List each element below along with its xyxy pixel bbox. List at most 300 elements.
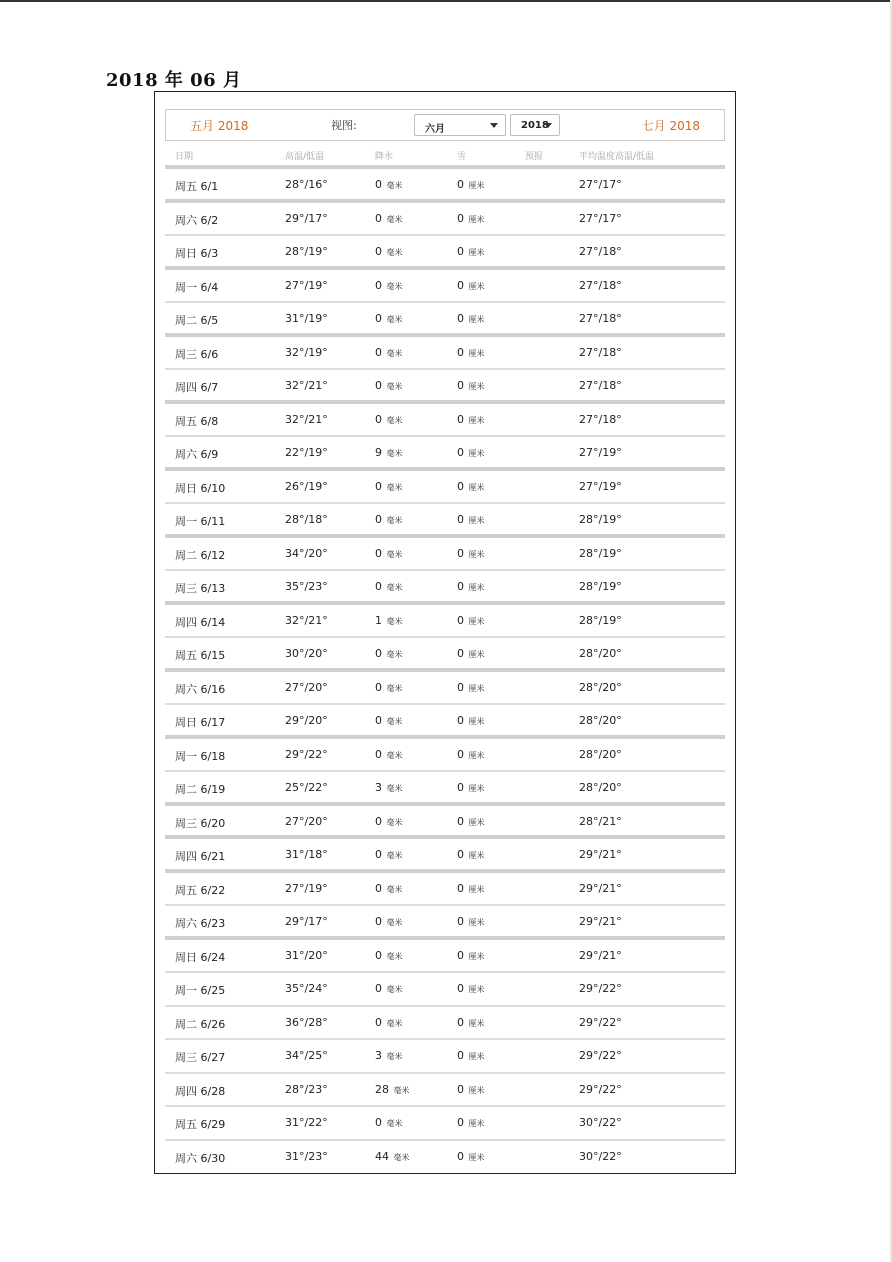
precipitation-cell [375, 681, 403, 694]
precipitation-cell [375, 312, 403, 325]
table-row [165, 303, 725, 337]
precipitation-cell-value: 1 [375, 613, 382, 627]
average-cell-value: 27°/18° [579, 412, 622, 426]
high-low-cell-value: 35°/23° [285, 580, 328, 593]
snow-cell [457, 982, 485, 995]
high-low-cell [285, 748, 328, 761]
date-cell-value: 周二 6/5 [175, 314, 219, 327]
daily-weather-list [165, 169, 725, 1174]
table-row [165, 940, 725, 974]
snow-cell-value: 0 [457, 1015, 464, 1029]
average-cell [579, 446, 622, 459]
precipitation-cell-value: 28 [375, 1082, 389, 1096]
average-cell [579, 1083, 622, 1096]
snow-cell-unit: 厘米 [468, 449, 485, 458]
high-low-cell-value: 28°/19° [285, 245, 328, 258]
average-cell-value: 28°/19° [579, 546, 622, 560]
precipitation-cell-unit: 毫米 [386, 516, 403, 525]
precipitation-cell-value: 0 [375, 479, 382, 493]
snow-cell [457, 312, 485, 325]
high-low-cell-value: 31°/19° [285, 312, 328, 325]
high-low-cell [285, 815, 328, 828]
precipitation-cell-value: 0 [375, 680, 382, 694]
snow-cell-value: 0 [457, 345, 464, 359]
snow-cell-value: 0 [457, 211, 464, 225]
high-low-cell [285, 982, 328, 995]
month-select[interactable] [414, 114, 506, 136]
snow-cell [457, 178, 485, 191]
precipitation-cell-value: 0 [375, 814, 382, 828]
precipitation-cell [375, 1116, 403, 1129]
average-cell-value: 29°/21° [579, 948, 622, 962]
precipitation-cell-unit: 毫米 [386, 583, 403, 592]
snow-cell-unit: 厘米 [468, 1018, 485, 1028]
high-low-cell-value: 32°/19° [285, 345, 328, 359]
average-cell [579, 848, 622, 861]
precipitation-cell-value: 0 [375, 245, 382, 258]
snow-cell [457, 1116, 485, 1129]
average-cell [579, 480, 622, 493]
date-cell-value: 周一 6/11 [175, 515, 226, 528]
snow-cell-value: 0 [457, 312, 464, 325]
date-cell [175, 949, 225, 965]
snow-cell-unit: 厘米 [468, 985, 485, 994]
snow-cell-value: 0 [457, 915, 464, 928]
average-cell [579, 982, 622, 995]
precipitation-cell-unit: 毫米 [386, 248, 403, 257]
column-header-precipitation: 降水 [375, 152, 394, 162]
precipitation-cell-unit: 毫米 [386, 281, 403, 291]
table-row [165, 370, 725, 404]
precipitation-cell [375, 279, 403, 292]
precipitation-cell-value: 3 [375, 781, 382, 794]
snow-cell [457, 379, 485, 392]
high-low-cell-value: 34°/20° [285, 546, 328, 560]
average-cell [579, 346, 622, 359]
snow-cell [457, 714, 485, 727]
precipitation-cell-unit: 毫米 [386, 1018, 403, 1028]
date-cell [175, 848, 225, 864]
table-row [165, 739, 725, 773]
weather-calendar-frame [154, 91, 736, 1174]
table-row [165, 839, 725, 873]
average-cell-value: 27°/17° [579, 178, 622, 191]
average-cell-value: 28°/20° [579, 781, 622, 794]
table-row [165, 672, 725, 706]
precipitation-cell-unit: 毫米 [386, 918, 403, 927]
date-cell-value: 周一 6/4 [175, 280, 219, 294]
high-low-cell [285, 379, 328, 392]
table-row [165, 873, 725, 907]
precipitation-cell [375, 915, 403, 928]
average-cell [579, 1150, 622, 1163]
view-label: 视图: [331, 119, 357, 132]
snow-cell [457, 915, 485, 928]
high-low-cell-value: 28°/16° [285, 178, 328, 191]
precipitation-cell-value: 9 [375, 446, 382, 459]
precipitation-cell [375, 413, 403, 426]
snow-cell-unit: 厘米 [468, 315, 485, 324]
precipitation-cell [375, 614, 403, 627]
date-cell [175, 212, 218, 228]
snow-cell-value: 0 [457, 948, 464, 962]
average-cell [579, 547, 622, 560]
high-low-cell [285, 513, 328, 526]
average-cell-value: 30°/22° [579, 1149, 622, 1163]
average-cell [579, 781, 622, 794]
average-cell-value: 28°/20° [579, 647, 622, 660]
date-cell-value: 周六 6/30 [175, 1151, 226, 1165]
precipitation-cell [375, 848, 403, 861]
snow-cell-unit: 厘米 [468, 348, 485, 358]
table-row [165, 504, 725, 538]
high-low-cell [285, 681, 328, 694]
average-cell-value: 27°/19° [579, 446, 622, 459]
precipitation-cell [375, 714, 403, 727]
table-header [165, 147, 725, 165]
table-row [165, 638, 725, 672]
precipitation-cell-value: 3 [375, 1049, 382, 1062]
precipitation-cell-unit: 毫米 [386, 985, 403, 994]
high-low-cell-value: 36°/28° [285, 1015, 328, 1029]
column-header-date: 日期 [175, 152, 194, 162]
column-header-forecast: 预报 [525, 152, 544, 162]
date-cell [175, 1083, 225, 1099]
high-low-cell-value: 27°/20° [285, 814, 328, 828]
average-cell-value: 28°/19° [579, 580, 622, 593]
snow-cell-value: 0 [457, 379, 464, 392]
snow-cell [457, 1150, 485, 1163]
precipitation-cell [375, 580, 403, 593]
date-cell-value: 周二 6/19 [175, 783, 226, 796]
average-cell-value: 29°/22° [579, 1082, 622, 1096]
average-cell [579, 882, 622, 895]
high-low-cell [285, 915, 328, 928]
average-cell [579, 647, 622, 660]
snow-cell-unit: 厘米 [468, 884, 485, 894]
precipitation-cell-value: 0 [375, 312, 382, 325]
high-low-cell-value: 22°/19° [285, 446, 328, 459]
snow-cell-value: 0 [457, 1082, 464, 1096]
snow-cell-value: 0 [457, 781, 464, 794]
snow-cell-value: 0 [457, 546, 464, 560]
average-cell-value: 28°/20° [579, 747, 622, 761]
table-row [165, 973, 725, 1007]
date-cell-value: 周四 6/21 [175, 850, 226, 863]
average-cell-value: 28°/21° [579, 814, 622, 828]
chevron-down-icon [544, 123, 552, 128]
precipitation-cell [375, 547, 403, 560]
precipitation-cell [375, 815, 403, 828]
precipitation-cell-unit: 毫米 [386, 784, 403, 793]
precipitation-cell-unit: 毫米 [386, 817, 403, 827]
date-cell-value: 周六 6/9 [175, 448, 219, 461]
snow-cell-value: 0 [457, 613, 464, 627]
snow-cell-value: 0 [457, 848, 464, 861]
date-cell [175, 346, 218, 362]
date-cell [175, 178, 218, 194]
snow-cell-value: 0 [457, 278, 464, 292]
snow-cell-unit: 厘米 [468, 1119, 485, 1128]
snow-cell-unit: 厘米 [468, 248, 485, 257]
snow-cell-unit: 厘米 [468, 382, 485, 391]
previous-month-link[interactable]: 五月 2018 [190, 119, 249, 133]
snow-cell [457, 547, 485, 560]
precipitation-cell-unit: 毫米 [386, 717, 403, 726]
average-cell-value: 27°/19° [579, 479, 622, 493]
precipitation-cell-unit: 毫米 [386, 616, 403, 626]
precipitation-cell-value: 0 [375, 915, 382, 928]
table-row [165, 1040, 725, 1074]
date-cell-value: 周一 6/25 [175, 984, 226, 997]
snow-cell-value: 0 [457, 881, 464, 895]
snow-cell [457, 647, 485, 660]
table-row [165, 404, 725, 438]
table-row [165, 1007, 725, 1041]
precipitation-cell-value: 0 [375, 580, 382, 593]
snow-cell [457, 781, 485, 794]
table-row [165, 571, 725, 605]
average-cell [579, 681, 622, 694]
high-low-cell-value: 29°/17° [285, 211, 328, 225]
date-cell-value: 周三 6/20 [175, 816, 226, 830]
average-cell [579, 1116, 622, 1129]
date-cell-value: 周五 6/15 [175, 649, 226, 662]
high-low-cell [285, 245, 328, 258]
average-cell-value: 28°/20° [579, 680, 622, 694]
snow-cell [457, 848, 485, 861]
precipitation-cell [375, 1049, 403, 1062]
date-cell [175, 513, 225, 529]
high-low-cell-value: 27°/19° [285, 278, 328, 292]
precipitation-cell-value: 0 [375, 848, 382, 861]
date-cell [175, 413, 218, 429]
date-cell [175, 379, 218, 395]
snow-cell-value: 0 [457, 580, 464, 593]
date-cell [175, 647, 225, 663]
table-row [165, 906, 725, 940]
date-cell [175, 748, 225, 764]
snow-cell [457, 815, 485, 828]
month-select-value: 六月 [425, 124, 445, 135]
average-cell [579, 1016, 622, 1029]
date-cell [175, 982, 225, 998]
month-navigation-bar [165, 109, 725, 141]
average-cell [579, 212, 622, 225]
snow-cell [457, 882, 485, 895]
average-cell-value: 27°/18° [579, 245, 622, 258]
precipitation-cell-value: 0 [375, 647, 382, 660]
average-cell [579, 614, 622, 627]
high-low-cell-value: 27°/19° [285, 881, 328, 895]
date-cell [175, 580, 225, 596]
snow-cell [457, 681, 485, 694]
snow-cell-value: 0 [457, 1149, 464, 1163]
table-row [165, 806, 725, 840]
high-low-cell-value: 29°/22° [285, 747, 328, 761]
precipitation-cell-unit: 毫米 [386, 549, 403, 559]
average-cell-value: 27°/18° [579, 345, 622, 359]
year-select-value: 2018 [521, 120, 549, 131]
snow-cell-unit: 厘米 [468, 482, 485, 492]
high-low-cell [285, 413, 328, 426]
average-cell [579, 379, 622, 392]
date-cell [175, 815, 225, 831]
snow-cell-value: 0 [457, 714, 464, 727]
date-cell [175, 1049, 225, 1065]
high-low-cell [285, 1083, 328, 1096]
precipitation-cell-value: 0 [375, 178, 382, 191]
table-row [165, 236, 725, 270]
date-cell-value: 周三 6/27 [175, 1051, 226, 1064]
average-cell [579, 748, 622, 761]
average-cell-value: 28°/20° [579, 714, 622, 727]
snow-cell-value: 0 [457, 479, 464, 493]
column-header-average: 平均温度高温/低温 [579, 152, 655, 162]
next-month-link[interactable]: 七月 2018 [641, 119, 700, 133]
year-select[interactable] [510, 114, 560, 136]
date-cell-value: 周四 6/28 [175, 1084, 226, 1098]
average-cell-value: 29°/22° [579, 982, 622, 995]
average-cell-value: 29°/22° [579, 1049, 622, 1062]
snow-cell [457, 1083, 485, 1096]
date-cell-value: 周五 6/1 [175, 180, 219, 193]
date-cell [175, 279, 218, 295]
precipitation-cell-unit: 毫米 [386, 1119, 403, 1128]
precipitation-cell-unit: 毫米 [386, 415, 403, 425]
table-row [165, 437, 725, 471]
snow-cell-unit: 厘米 [468, 1152, 485, 1162]
date-cell-value: 周一 6/18 [175, 749, 226, 763]
date-cell [175, 614, 225, 630]
high-low-cell-value: 34°/25° [285, 1049, 328, 1062]
high-low-cell-value: 32°/21° [285, 379, 328, 392]
date-cell [175, 446, 218, 462]
snow-cell-unit: 厘米 [468, 817, 485, 827]
date-cell [175, 882, 225, 898]
precipitation-cell-value: 0 [375, 412, 382, 426]
date-cell-value: 周四 6/14 [175, 615, 226, 629]
column-header-snow: 雪 [457, 152, 467, 162]
snow-cell-unit: 厘米 [468, 1052, 485, 1061]
precipitation-cell [375, 748, 403, 761]
date-cell-value: 周三 6/13 [175, 582, 226, 595]
snow-cell-unit: 厘米 [468, 918, 485, 927]
precipitation-cell-unit: 毫米 [386, 214, 403, 224]
precipitation-cell [375, 346, 403, 359]
average-cell-value: 29°/22° [579, 1015, 622, 1029]
high-low-cell [285, 1116, 328, 1129]
average-cell [579, 949, 622, 962]
snow-cell-unit: 厘米 [468, 415, 485, 425]
snow-cell [457, 580, 485, 593]
snow-cell [457, 245, 485, 258]
snow-cell [457, 1049, 485, 1062]
average-cell-value: 28°/19° [579, 513, 622, 526]
precipitation-cell-unit: 毫米 [386, 181, 403, 190]
date-cell [175, 681, 225, 697]
precipitation-cell-value: 0 [375, 982, 382, 995]
precipitation-cell-unit: 毫米 [386, 382, 403, 391]
snow-cell-value: 0 [457, 446, 464, 459]
date-cell-value: 周六 6/2 [175, 213, 219, 227]
precipitation-cell-unit: 毫米 [386, 482, 403, 492]
snow-cell-unit: 厘米 [468, 784, 485, 793]
snow-cell-value: 0 [457, 680, 464, 694]
high-low-cell [285, 949, 328, 962]
average-cell [579, 279, 622, 292]
table-row [165, 169, 725, 203]
precipitation-cell-value: 0 [375, 379, 382, 392]
date-cell [175, 312, 218, 328]
snow-cell-value: 0 [457, 814, 464, 828]
high-low-cell [285, 714, 328, 727]
average-cell [579, 1049, 622, 1062]
date-cell-value: 周日 6/24 [175, 950, 226, 964]
average-cell-value: 27°/17° [579, 211, 622, 225]
average-cell-value: 27°/18° [579, 379, 622, 392]
high-low-cell-value: 29°/20° [285, 714, 328, 727]
date-cell [175, 1150, 225, 1166]
high-low-cell-value: 31°/23° [285, 1149, 328, 1163]
snow-cell [457, 614, 485, 627]
table-row [165, 203, 725, 237]
column-header-high-low: 高温/低温 [285, 152, 325, 162]
table-row [165, 772, 725, 806]
snow-cell-unit: 厘米 [468, 281, 485, 291]
precipitation-cell-value: 0 [375, 714, 382, 727]
date-cell-value: 周五 6/8 [175, 414, 219, 428]
precipitation-cell-unit: 毫米 [393, 1152, 410, 1162]
precipitation-cell [375, 379, 403, 392]
snow-cell-unit: 厘米 [468, 583, 485, 592]
date-cell-value: 周日 6/10 [175, 481, 226, 495]
precipitation-cell [375, 647, 403, 660]
high-low-cell [285, 580, 328, 593]
average-cell [579, 714, 622, 727]
average-cell-value: 27°/18° [579, 312, 622, 325]
precipitation-cell-value: 0 [375, 278, 382, 292]
snow-cell-unit: 厘米 [468, 650, 485, 659]
date-cell-value: 周二 6/26 [175, 1017, 226, 1031]
average-cell [579, 915, 622, 928]
snow-cell-unit: 厘米 [468, 616, 485, 626]
date-cell [175, 781, 225, 797]
average-cell-value: 27°/18° [579, 278, 622, 292]
high-low-cell-value: 35°/24° [285, 982, 328, 995]
high-low-cell [285, 647, 328, 660]
table-row [165, 705, 725, 739]
table-row [165, 1141, 725, 1175]
date-cell [175, 915, 225, 931]
average-cell [579, 245, 622, 258]
precipitation-cell-unit: 毫米 [386, 951, 403, 961]
precipitation-cell-value: 0 [375, 881, 382, 895]
high-low-cell [285, 781, 328, 794]
average-cell [579, 580, 622, 593]
average-cell-value: 29°/21° [579, 848, 622, 861]
snow-cell-unit: 厘米 [468, 951, 485, 961]
precipitation-cell [375, 1083, 410, 1096]
date-cell-value: 周四 6/7 [175, 381, 219, 394]
snow-cell-unit: 厘米 [468, 750, 485, 760]
snow-cell-value: 0 [457, 1116, 464, 1129]
precipitation-cell-value: 0 [375, 211, 382, 225]
high-low-cell [285, 1016, 328, 1029]
precipitation-cell [375, 245, 403, 258]
precipitation-cell-unit: 毫米 [393, 1085, 410, 1095]
snow-cell-value: 0 [457, 982, 464, 995]
